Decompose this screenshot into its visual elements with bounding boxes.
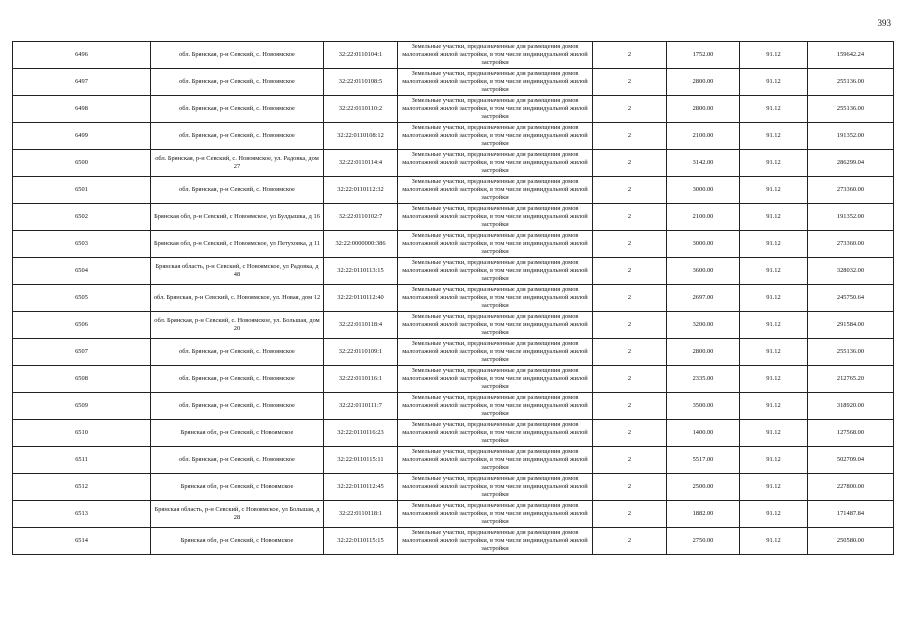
cadastral-number-cell: 32:22:0000000:386 [324, 231, 398, 258]
group-cell: 2 [593, 339, 667, 366]
area-cell: 1882.00 [667, 501, 740, 528]
area-cell: 2800.00 [667, 96, 740, 123]
table-row [13, 447, 894, 474]
row-number: 6498 [13, 96, 151, 123]
row-number: 6511 [13, 447, 151, 474]
cadastral-value-cell: 328032.00 [808, 258, 894, 285]
rate-cell: 91.12 [740, 231, 808, 258]
land-purpose-cell: Земельные участки, предназначенные для размещения домов малоэтажной жилой застройки, в том числе индивидуальной жилой застройки [398, 96, 593, 123]
cadastral-number-cell: 32:22:0110109:1 [324, 339, 398, 366]
group-cell: 2 [593, 123, 667, 150]
land-registry-table [12, 41, 894, 555]
address-cell: Брянская обл, р-н Севский, с Новоямское, ул Петуховка, д 11 [151, 231, 324, 258]
rate-cell: 91.12 [740, 366, 808, 393]
area-cell: 1400.00 [667, 420, 740, 447]
rate-cell: 91.12 [740, 177, 808, 204]
address-cell: Брянская обл, р-н Севский, с Новоямское [151, 474, 324, 501]
table-row [13, 339, 894, 366]
cadastral-number-cell: 32:22:0110104:1 [324, 42, 398, 69]
table-body [13, 42, 894, 555]
land-purpose-cell: Земельные участки, предназначенные для размещения домов малоэтажной жилой застройки, в том числе индивидуальной жилой застройки [398, 420, 593, 447]
row-number: 6512 [13, 474, 151, 501]
cadastral-value-cell: 255136.00 [808, 69, 894, 96]
table-row [13, 528, 894, 555]
area-cell: 3000.00 [667, 231, 740, 258]
table-row [13, 312, 894, 339]
rate-cell: 91.12 [740, 447, 808, 474]
group-cell: 2 [593, 312, 667, 339]
group-cell: 2 [593, 177, 667, 204]
cadastral-value-cell: 502709.04 [808, 447, 894, 474]
group-cell: 2 [593, 69, 667, 96]
land-purpose-cell: Земельные участки, предназначенные для размещения домов малоэтажной жилой застройки, в том числе индивидуальной жилой застройки [398, 501, 593, 528]
cadastral-value-cell: 286299.04 [808, 150, 894, 177]
cadastral-number-cell: 32:22:0110116:23 [324, 420, 398, 447]
row-number: 6497 [13, 69, 151, 96]
table-row [13, 258, 894, 285]
area-cell: 3000.00 [667, 177, 740, 204]
land-purpose-cell: Земельные участки, предназначенные для размещения домов малоэтажной жилой застройки, в том числе индивидуальной жилой застройки [398, 285, 593, 312]
group-cell: 2 [593, 420, 667, 447]
land-purpose-cell: Земельные участки, предназначенные для размещения домов малоэтажной жилой застройки, в том числе индивидуальной жилой застройки [398, 150, 593, 177]
rate-cell: 91.12 [740, 258, 808, 285]
cadastral-number-cell: 32:22:0110112:32 [324, 177, 398, 204]
row-number: 6507 [13, 339, 151, 366]
cadastral-value-cell: 191352.00 [808, 123, 894, 150]
rate-cell: 91.12 [740, 150, 808, 177]
area-cell: 3500.00 [667, 393, 740, 420]
address-cell: обл. Брянская, р-н Севский, с. Новоямское [151, 123, 324, 150]
group-cell: 2 [593, 501, 667, 528]
address-cell: Брянская область, р-н Севский, с Новоямское, ул Большая, д 28 [151, 501, 324, 528]
land-purpose-cell: Земельные участки, предназначенные для размещения домов малоэтажной жилой застройки, в том числе индивидуальной жилой застройки [398, 231, 593, 258]
table-row [13, 204, 894, 231]
row-number: 6504 [13, 258, 151, 285]
area-cell: 2335.00 [667, 366, 740, 393]
group-cell: 2 [593, 447, 667, 474]
row-number: 6505 [13, 285, 151, 312]
land-purpose-cell: Земельные участки, предназначенные для размещения домов малоэтажной жилой застройки, в том числе индивидуальной жилой застройки [398, 393, 593, 420]
cadastral-value-cell: 127568.00 [808, 420, 894, 447]
address-cell: обл. Брянская, р-н Севский, с. Новоямское [151, 339, 324, 366]
address-cell: обл. Брянская, р-н Севский, с. Новоямское [151, 42, 324, 69]
table-row [13, 177, 894, 204]
cadastral-number-cell: 32:22:0110118:1 [324, 501, 398, 528]
address-cell: обл. Брянская, р-н Севский, с. Новоямское [151, 177, 324, 204]
group-cell: 2 [593, 528, 667, 555]
table-row [13, 42, 894, 69]
address-cell: обл. Брянская, р-н Севский, с. Новоямское [151, 447, 324, 474]
cadastral-number-cell: 32:22:0110111:7 [324, 393, 398, 420]
group-cell: 2 [593, 258, 667, 285]
row-number: 6513 [13, 501, 151, 528]
cadastral-value-cell: 227800.00 [808, 474, 894, 501]
cadastral-value-cell: 255136.00 [808, 96, 894, 123]
cadastral-number-cell: 32:22:0110115:11 [324, 447, 398, 474]
area-cell: 2800.00 [667, 339, 740, 366]
row-number: 6510 [13, 420, 151, 447]
rate-cell: 91.12 [740, 69, 808, 96]
group-cell: 2 [593, 285, 667, 312]
table-row [13, 474, 894, 501]
land-purpose-cell: Земельные участки, предназначенные для размещения домов малоэтажной жилой застройки, в том числе индивидуальной жилой застройки [398, 177, 593, 204]
cadastral-number-cell: 32:22:0110110:2 [324, 96, 398, 123]
table-row [13, 96, 894, 123]
cadastral-number-cell: 32:22:0110108:12 [324, 123, 398, 150]
table-row [13, 501, 894, 528]
cadastral-number-cell: 32:22:0110108:5 [324, 69, 398, 96]
address-cell: обл. Брянская, р-н Севский, с. Новоямское, ул. Новая, дом 12 [151, 285, 324, 312]
rate-cell: 91.12 [740, 96, 808, 123]
cadastral-number-cell: 32:22:0110115:15 [324, 528, 398, 555]
address-cell: Брянская обл, р-н Севский, с Новоямское [151, 528, 324, 555]
table-row [13, 69, 894, 96]
row-number: 6514 [13, 528, 151, 555]
rate-cell: 91.12 [740, 528, 808, 555]
address-cell: обл. Брянская, р-н Севский, с. Новоямское [151, 69, 324, 96]
land-purpose-cell: Земельные участки, предназначенные для размещения домов малоэтажной жилой застройки, в том числе индивидуальной жилой застройки [398, 123, 593, 150]
address-cell: Брянская область, р-н Севский, с Новоямское, ул Радовка, д 48 [151, 258, 324, 285]
area-cell: 5517.00 [667, 447, 740, 474]
area-cell: 3200.00 [667, 312, 740, 339]
table-row [13, 393, 894, 420]
land-purpose-cell: Земельные участки, предназначенные для размещения домов малоэтажной жилой застройки, в том числе индивидуальной жилой застройки [398, 366, 593, 393]
rate-cell: 91.12 [740, 420, 808, 447]
row-number: 6502 [13, 204, 151, 231]
land-purpose-cell: Земельные участки, предназначенные для размещения домов малоэтажной жилой застройки, в том числе индивидуальной жилой застройки [398, 339, 593, 366]
area-cell: 2800.00 [667, 69, 740, 96]
cadastral-value-cell: 273360.00 [808, 231, 894, 258]
row-number: 6503 [13, 231, 151, 258]
row-number: 6496 [13, 42, 151, 69]
address-cell: Брянская обл, р-н Севский, с Новоямское, ул Булдышка, д 16 [151, 204, 324, 231]
cadastral-value-cell: 212765.20 [808, 366, 894, 393]
rate-cell: 91.12 [740, 285, 808, 312]
rate-cell: 91.12 [740, 312, 808, 339]
land-purpose-cell: Земельные участки, предназначенные для размещения домов малоэтажной жилой застройки, в том числе индивидуальной жилой застройки [398, 447, 593, 474]
area-cell: 2100.00 [667, 123, 740, 150]
group-cell: 2 [593, 150, 667, 177]
group-cell: 2 [593, 393, 667, 420]
cadastral-value-cell: 273360.00 [808, 177, 894, 204]
group-cell: 2 [593, 366, 667, 393]
land-purpose-cell: Земельные участки, предназначенные для размещения домов малоэтажной жилой застройки, в том числе индивидуальной жилой застройки [398, 474, 593, 501]
land-purpose-cell: Земельные участки, предназначенные для размещения домов малоэтажной жилой застройки, в том числе индивидуальной жилой застройки [398, 312, 593, 339]
land-purpose-cell: Земельные участки, предназначенные для размещения домов малоэтажной жилой застройки, в том числе индивидуальной жилой застройки [398, 204, 593, 231]
rate-cell: 91.12 [740, 204, 808, 231]
area-cell: 2697.00 [667, 285, 740, 312]
rate-cell: 91.12 [740, 42, 808, 69]
cadastral-number-cell: 32:22:0110113:15 [324, 258, 398, 285]
address-cell: обл. Брянская, р-н Севский, с. Новоямское [151, 393, 324, 420]
cadastral-number-cell: 32:22:0110112:40 [324, 285, 398, 312]
cadastral-number-cell: 32:22:0110118:4 [324, 312, 398, 339]
rate-cell: 91.12 [740, 123, 808, 150]
cadastral-number-cell: 32:22:0110102:7 [324, 204, 398, 231]
area-cell: 2750.00 [667, 528, 740, 555]
rate-cell: 91.12 [740, 501, 808, 528]
cadastral-value-cell: 250580.00 [808, 528, 894, 555]
table-row [13, 366, 894, 393]
table-row [13, 123, 894, 150]
rate-cell: 91.12 [740, 474, 808, 501]
group-cell: 2 [593, 96, 667, 123]
cadastral-number-cell: 32:22:0110116:1 [324, 366, 398, 393]
land-purpose-cell: Земельные участки, предназначенные для размещения домов малоэтажной жилой застройки, в том числе индивидуальной жилой застройки [398, 69, 593, 96]
address-cell: обл. Брянская, р-н Севский, с. Новоямское, ул. Радовка, дом 27 [151, 150, 324, 177]
group-cell: 2 [593, 204, 667, 231]
page-number: 393 [877, 18, 891, 28]
row-number: 6499 [13, 123, 151, 150]
cadastral-number-cell: 32:22:0110112:45 [324, 474, 398, 501]
area-cell: 2100.00 [667, 204, 740, 231]
group-cell: 2 [593, 42, 667, 69]
table-row [13, 285, 894, 312]
land-purpose-cell: Земельные участки, предназначенные для размещения домов малоэтажной жилой застройки, в том числе индивидуальной жилой застройки [398, 528, 593, 555]
group-cell: 2 [593, 231, 667, 258]
cadastral-value-cell: 318920.00 [808, 393, 894, 420]
rate-cell: 91.12 [740, 393, 808, 420]
row-number: 6500 [13, 150, 151, 177]
cadastral-value-cell: 245750.64 [808, 285, 894, 312]
address-cell: обл. Брянская, р-н Севский, с. Новоямское [151, 96, 324, 123]
table-row [13, 420, 894, 447]
rate-cell: 91.12 [740, 339, 808, 366]
land-purpose-cell: Земельные участки, предназначенные для размещения домов малоэтажной жилой застройки, в том числе индивидуальной жилой застройки [398, 258, 593, 285]
row-number: 6506 [13, 312, 151, 339]
address-cell: обл. Брянская, р-н Севский, с. Новоямское, ул. Большая, дом 20 [151, 312, 324, 339]
row-number: 6508 [13, 366, 151, 393]
area-cell: 3142.00 [667, 150, 740, 177]
cadastral-value-cell: 255136.00 [808, 339, 894, 366]
address-cell: Брянская обл, р-н Севский, с Новоямское [151, 420, 324, 447]
row-number: 6509 [13, 393, 151, 420]
cadastral-value-cell: 191352.00 [808, 204, 894, 231]
cadastral-value-cell: 171487.84 [808, 501, 894, 528]
area-cell: 3600.00 [667, 258, 740, 285]
row-number: 6501 [13, 177, 151, 204]
land-purpose-cell: Земельные участки, предназначенные для размещения домов малоэтажной жилой застройки, в том числе индивидуальной жилой застройки [398, 42, 593, 69]
cadastral-number-cell: 32:22:0110114:4 [324, 150, 398, 177]
table-row [13, 231, 894, 258]
cadastral-value-cell: 159642.24 [808, 42, 894, 69]
cadastral-value-cell: 291584.00 [808, 312, 894, 339]
group-cell: 2 [593, 474, 667, 501]
address-cell: обл. Брянская, р-н Севский, с. Новоямское [151, 366, 324, 393]
area-cell: 2500.00 [667, 474, 740, 501]
area-cell: 1752.00 [667, 42, 740, 69]
table-row [13, 150, 894, 177]
